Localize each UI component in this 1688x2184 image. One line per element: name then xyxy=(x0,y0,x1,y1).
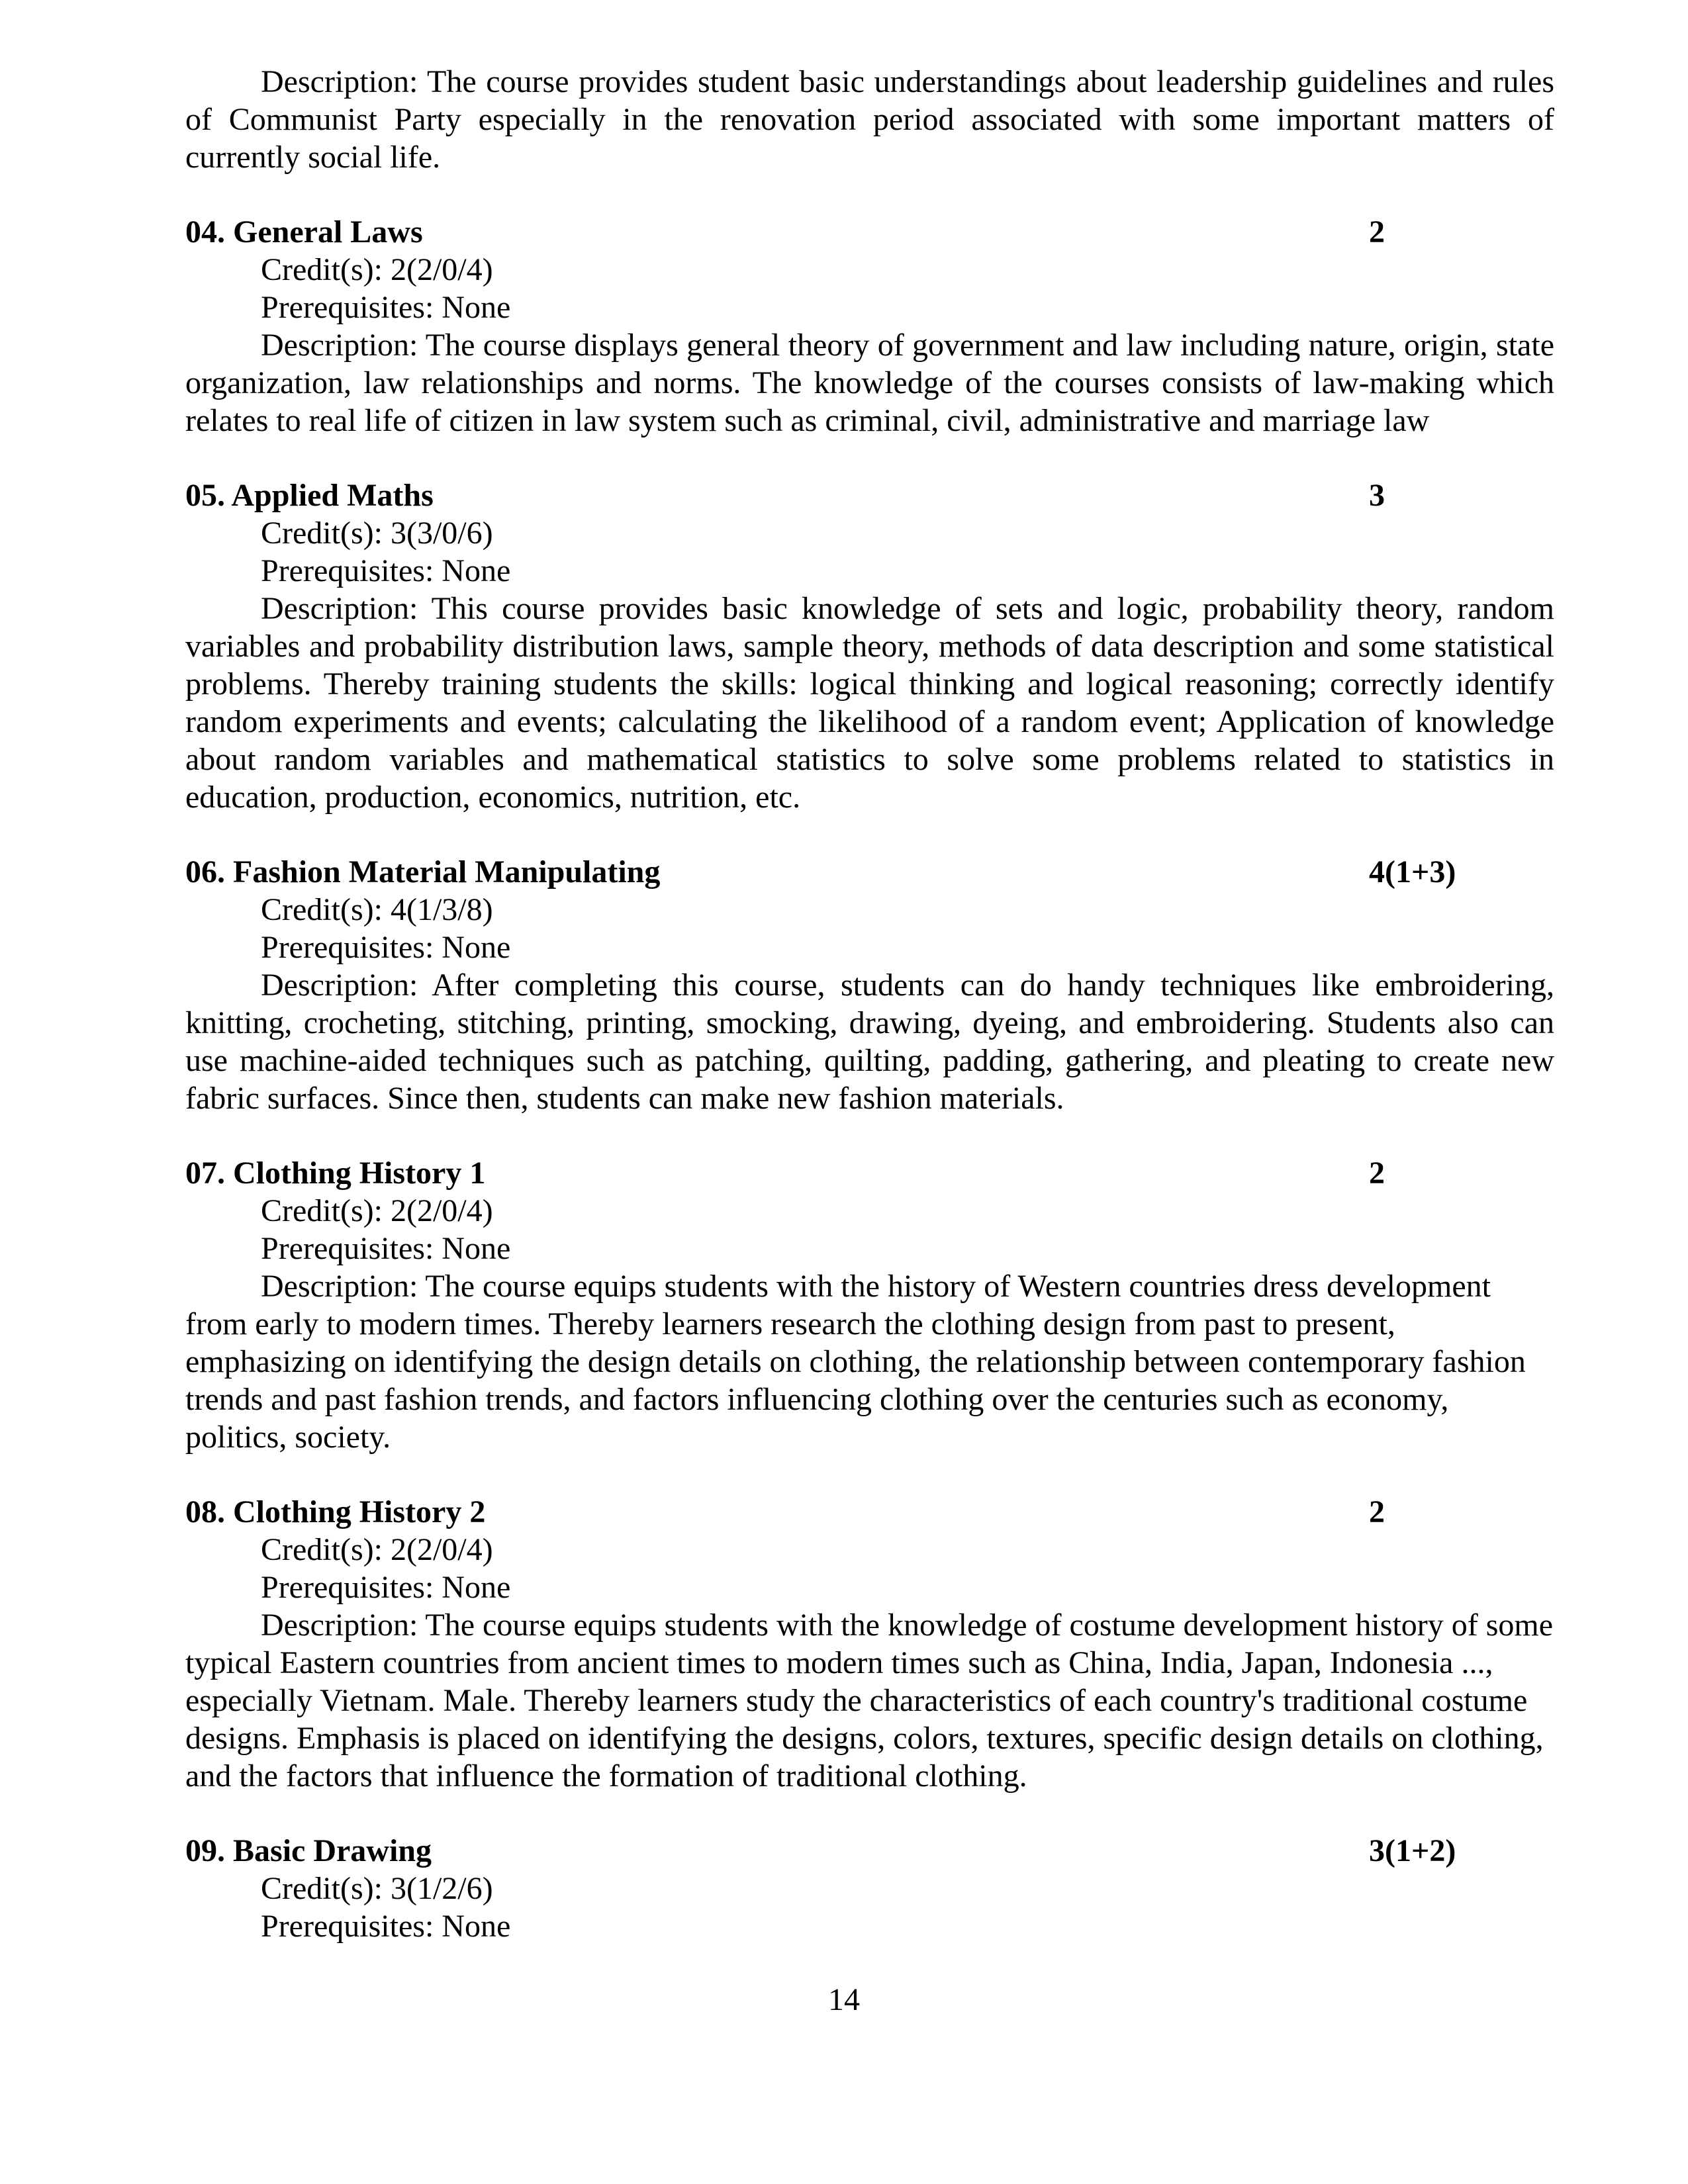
course-description: Description: The course equips students with the knowledge of costume development history of some typical Eastern countries from ancient times to modern times such as China, India, Japan, Indonesia ..., especially Vietnam. Male. Thereby learners study the characteristics of each country's traditional costume designs. Emphasis is placed on identifying the designs, colors, textures, specific design details on clothing, and the factors that influence the formation of traditional clothing. xyxy=(185,1608,1554,1794)
course-description: Description: The course equips students with the history of Western countries dress development from early to modern times. Thereby learners research the clothing design from past to present, emphasizing on identifying the design details on clothing, the relationship between contemporary fashion trends and past fashion trends, and factors influencing clothing over the centuries such as economy, politics, society. xyxy=(185,1269,1526,1455)
course-title: 06. Fashion Material Manipulating xyxy=(185,854,661,889)
course-heading xyxy=(185,1154,1554,1192)
course-prerequisites: Prerequisites: None xyxy=(261,553,511,588)
course-prerequisites: Prerequisites: None xyxy=(261,290,511,325)
course-heading xyxy=(185,213,1554,251)
course-credits-short: 3(1+2) xyxy=(1369,1833,1456,1868)
course-credits: Credit(s): 2(2/0/4) xyxy=(261,1193,493,1228)
course-credits: Credit(s): 4(1/3/8) xyxy=(261,892,493,927)
intro-description: Description: The course provides student basic understandings about leadership guidelines and rules of Communist Party especially in the renovation period associated with some important matters of currently social life. xyxy=(185,64,1554,175)
course-credits: Credit(s): 2(2/0/4) xyxy=(261,252,493,287)
course-credits-short: 2 xyxy=(1369,1156,1385,1191)
course-title: 09. Basic Drawing xyxy=(185,1833,432,1868)
course-heading xyxy=(185,1832,1554,1870)
course-title: 07. Clothing History 1 xyxy=(185,1156,486,1191)
course-description: Description: After completing this course, students can do handy techniques like embroidering, knitting, crocheting, stitching, printing, smocking, drawing, dyeing, and embroidering. Students also can use machine-aided techniques such as patching, quilting, padding, gathering, and pleating to create new fabric surfaces. Since then, students can make new fashion materials. xyxy=(185,968,1554,1116)
course-credits-short: 2 xyxy=(1369,1494,1385,1529)
course-05 xyxy=(185,477,1554,816)
course-description: Description: This course provides basic knowledge of sets and logic, probability theory, random variables and probability distribution laws, sample theory, methods of data description and some statistical problems. Thereby training students the skills: logical thinking and logical reasoning; correctly identify random experiments and events; calculating the likelihood of a random event; Application of knowledge about random variables and mathematical statistics to solve some problems related to statistics in education, production, economics, nutrition, etc. xyxy=(185,591,1554,815)
course-prerequisites: Prerequisites: None xyxy=(261,1570,511,1605)
course-prerequisites: Prerequisites: None xyxy=(261,930,511,965)
course-credits-short: 3 xyxy=(1369,478,1385,513)
page-content xyxy=(185,63,1554,1945)
course-07 xyxy=(185,1154,1554,1456)
course-09 xyxy=(185,1832,1554,1945)
page-number: 14 xyxy=(828,1982,860,2017)
course-08 xyxy=(185,1493,1554,1795)
course-heading xyxy=(185,853,1554,891)
course-credits: Credit(s): 3(1/2/6) xyxy=(261,1871,493,1906)
course-heading xyxy=(185,477,1554,514)
course-06 xyxy=(185,853,1554,1117)
course-credits: Credit(s): 3(3/0/6) xyxy=(261,516,493,551)
course-credits-short: 2 xyxy=(1369,214,1385,250)
course-title: 05. Applied Maths xyxy=(185,478,434,513)
course-description: Description: The course displays general theory of government and law including nature, origin, state organization, law relationships and norms. The knowledge of the courses consists of law-making which relates to real life of citizen in law system such as criminal, civil, administrative and marriage law xyxy=(185,328,1554,438)
course-credits-short: 4(1+3) xyxy=(1369,854,1456,889)
course-prerequisites: Prerequisites: None xyxy=(261,1909,511,1944)
course-credits: Credit(s): 2(2/0/4) xyxy=(261,1532,493,1567)
course-title: 04. General Laws xyxy=(185,214,423,250)
course-heading xyxy=(185,1493,1554,1531)
course-title: 08. Clothing History 2 xyxy=(185,1494,486,1529)
course-prerequisites: Prerequisites: None xyxy=(261,1231,511,1266)
course-04 xyxy=(185,213,1554,439)
